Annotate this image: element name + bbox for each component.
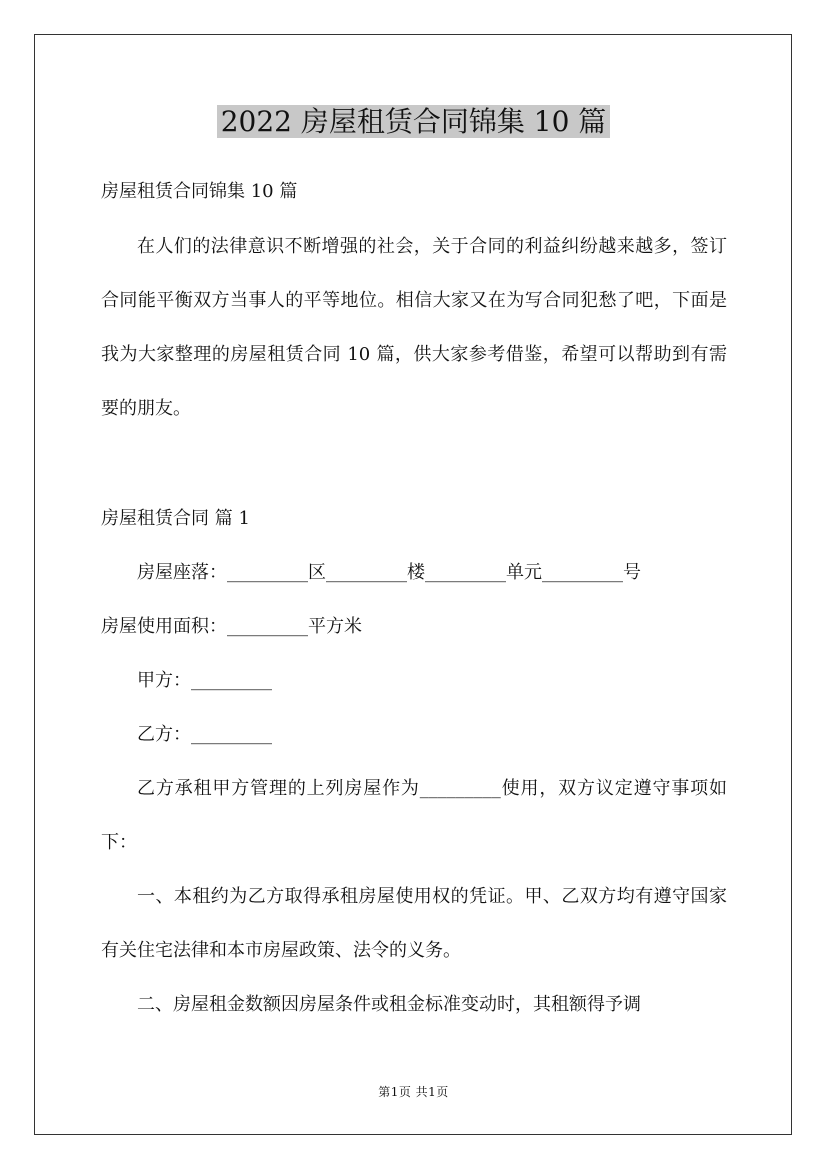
- article-heading: 房屋租赁合同 篇 1: [101, 508, 250, 529]
- clause-location: 房屋座落：_________区_________楼_________单元_________号: [137, 562, 641, 583]
- page-footer: 第1页 共1页: [378, 1085, 449, 1099]
- clause-list: [101, 546, 727, 1032]
- clause-2: 二、房屋租金数额因房屋条件或租金标准变动时，其租额得予调: [137, 994, 641, 1015]
- document-title: [0, 100, 827, 144]
- clause-party-b: 乙方：_________: [137, 724, 272, 745]
- clause-party-a: 甲方：_________: [137, 670, 272, 691]
- clause-1: 一、本租约为乙方取得承租房屋使用权的凭证。甲、乙双方均有遵守国家有关住宅法律和本市房屋政策、法令的义务。: [101, 886, 727, 961]
- clause-usage: 乙方承租甲方管理的上列房屋作为_________使用，双方议定遵守事项如下：: [101, 778, 727, 853]
- intro-paragraph: 在人们的法律意识不断增强的社会，关于合同的利益纠纷越来越多，签订合同能平衡双方当事人的平等地位。相信大家又在为写合同犯愁了吧，下面是我为大家整理的房屋租赁合同 10 篇，供大家参考借鉴，希望可以帮助到有需要的朋友。: [101, 236, 727, 419]
- document-title-text: 2022 房屋租赁合同锦集 10 篇: [217, 105, 611, 138]
- clause-area: 房屋使用面积：_________平方米: [101, 616, 362, 637]
- document-subtitle: 房屋租赁合同锦集 10 篇: [101, 181, 298, 202]
